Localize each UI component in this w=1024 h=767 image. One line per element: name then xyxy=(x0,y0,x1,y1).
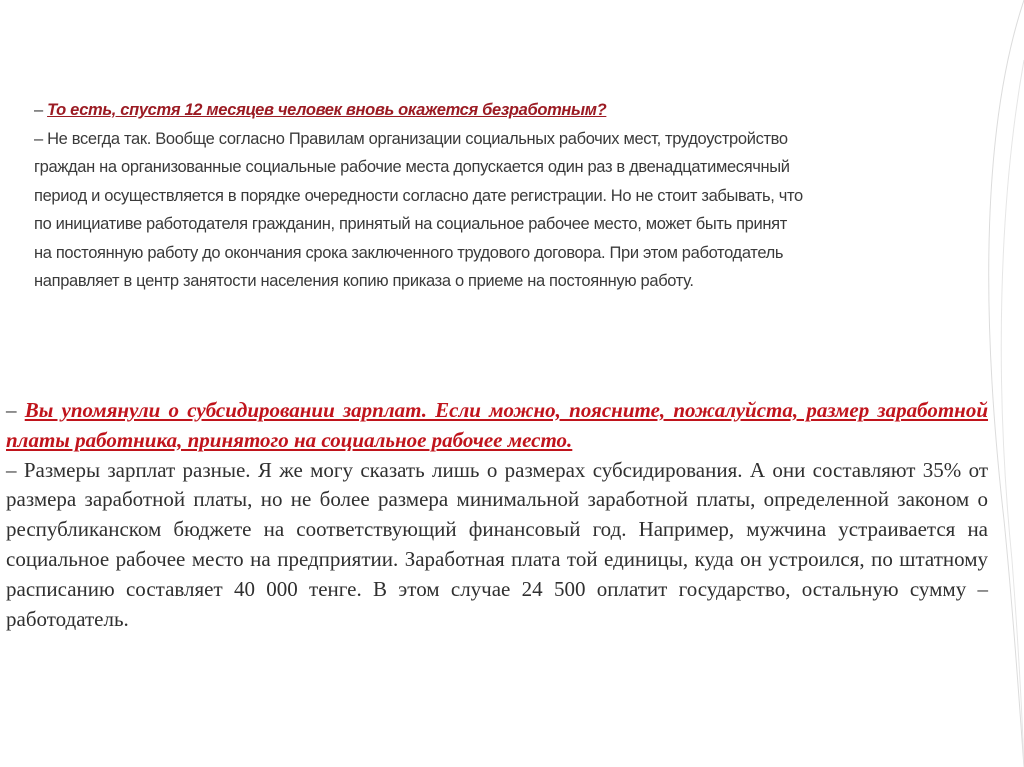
answer-first-line-1: – Не всегда так. Вообще согласно Правилам организации социальных рабочих мест, трудоустройство xyxy=(34,128,788,148)
answer-first-line-4: по инициативе работодателя гражданин, принятый на социальное рабочее место, может быть принят xyxy=(34,214,787,233)
answer-first-line-2: граждан на организованные социальные рабочие места допускается один раз в двенадцатимесячный xyxy=(34,157,790,176)
answer-first-line-3: период и осуществляется в порядке очередности согласно дате регистрации. Но не стоит забывать, что xyxy=(34,185,803,205)
question-first-text: То есть, спустя 12 месяцев человек вновь окажется безработным? xyxy=(47,100,607,119)
question-second: – Вы упомянули о субсидировании зарплат. Если можно, поясните, пожалуйста, размер заработной платы работника, принятого на социальное рабочее место. xyxy=(6,398,989,452)
question-second-text: Вы упомянули о субсидировании зарплат. Если можно, поясните, пожалуйста, размер заработной платы работника, принятого на социальное рабочее место. xyxy=(6,398,989,452)
answer-second: – Размеры зарплат разные. Я же могу сказать лишь о размерах субсидирования. А они составляют 35% от размера заработной платы, но не более размера минимальной заработной платы, определенной законом о республиканском бюджете на соответствующий финансовый год. Например, мужчина устраивается на социальное рабочее место на предприятии. Заработная плата той единицы, куда он устроился, по штатному расписанию составляет 40 000 тенге. В этом случае 24 500 оплатит государство, остальную сумму – работодатель. xyxy=(6,457,988,631)
answer-first-line-5: на постоянную работу до окончания срока заключенного трудового договора. При этом работодатель xyxy=(34,242,784,262)
interview-block-second xyxy=(6,396,988,634)
decorative-curves xyxy=(964,0,1024,767)
question-first: – То есть, спустя 12 месяцев человек вновь окажется безработным? xyxy=(34,100,607,119)
answer-first-line-6: направляет в центр занятости населения копию приказа о приеме на постоянную работу. xyxy=(34,271,694,290)
interview-block-first xyxy=(34,96,965,296)
